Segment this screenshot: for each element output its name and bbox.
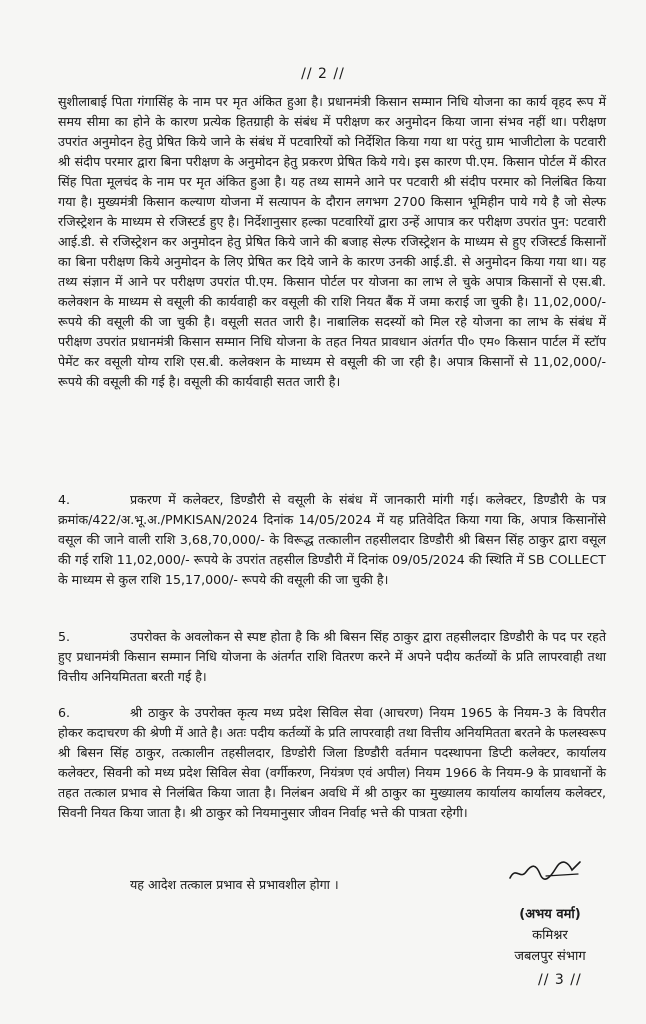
signatory-name: (अभय वर्मा): [519, 907, 581, 922]
paragraph-text: श्री ठाकुर के उपरोक्त कृत्य मध्य प्रदेश सिविल सेवा (आचरण) नियम 1965 के नियम-3 के विपरीत होकर कदाचरण की श्रेणी में आते है। अतः पदीय कर्तव्यों के प्रति लापरवाही तथा वित्तीय अनियमितता बरतने के फलस्वरूप श्री बिसन सिंह ठाकुर, तत्कालीन तहसीलदार, डिण्डोरी जिला डिण्डौरी वर्तमान पदस्थापना डिप्टी कलेक्टर, कार्यालय कलेक्टर, सिवनी को मध्य प्रदेश सिविल सेवा (वर्गीकरण, नियंत्रण एवं अपील) नियम 1966 के नियम-9 के प्रावधानों के तहत तत्काल प्रभाव से निलंबित किया जाता है। निलंबन अवधि में श्री ठाकुर का मुख्यालय कार्यालय कार्यालय कलेक्टर, सिवनी नियत किया जाता है। श्री ठाकुर को नियमानुसार जीवन निर्वाह भत्ते की पात्रता रहेगी।: [58, 705, 606, 820]
page-number-top: // 2 //: [301, 66, 345, 82]
next-page-marker: // 3 //: [538, 972, 582, 988]
paragraph-number: 5.: [58, 629, 71, 644]
paragraph-text: उपरोक्त के अवलोकन से स्पष्ट होता है कि श्री बिसन सिंह ठाकुर द्वारा तहसीलदार डिण्डौरी के पद पर रहते हुए प्रधानमंत्री किसान सम्मान निधि योजना के अंतर्गत राशि वितरण करने में अपने पदीय कर्तव्यों के प्रति लापरवाही तथा वित्तीय अनियमितता बरती गई है।: [58, 629, 606, 684]
paragraph-continuation: [58, 92, 606, 392]
paragraph-text: सुशीलाबाई पिता गंगासिंह के नाम पर मृत अंकित हुआ है। प्रधानमंत्री किसान सम्मान निधि योजना का कार्य वृहद रूप में समय सीमा का होने के कारण प्रत्येक हितग्राही के संबंध में परीक्षण कर अनुमोदन किया जाना संभव नहीं था। परीक्षण उपरांत अनुमोदन हेतु प्रेषित किये जाने के संबंध में पटवारियों को निर्देशित किया गया था परंतु ग्राम भाजीटोला के पटवारी श्री संदीप परमार द्वारा बिना परीक्षण के अनुमोदन हेतु प्रकरण प्रेषित किये गये। इस कारण पी.एम. किसान पोर्टल में कीरत सिंह पिता मूलचंद के नाम पर मृत अंकित हुआ है। यह तथ्य सामने आने पर पटवारी श्री संदीप परमार को निलंबित किया गया है। मुख्यमंत्री किसान कल्याण योजना में सत्यापन के दौरान लगभग 2700 किसान भूमिहीन पाये गये है जो सेल्फ रजिस्ट्रेशन के माध्यम से रजिस्टर्ड हुए है। निर्देशानुसार हल्का पटवारियों द्वारा उन्हें आपात्र कर परीक्षण उपरांत पुन: पटवारी आई.डी. से रजिस्ट्रेशन कर अनुमोदन हेतु प्रेषित किये जाने की बजाह सेल्फ रजिस्ट्रेशन के माध्यम से हुए रजिस्टर्ड किसानों का बिना परीक्षण किये अनुमोदन के लिए प्रेषित कर दिये जाने के कारण उनकी आई.डी. से अनुमोदन किया गया था। यह तथ्य संज्ञान में आने पर परीक्षण उपरांत पी.एम. किसान पोर्टल पर योजना का लाभ ले चुके अपात्र किसानों से एस.बी. कलेक्शन के माध्यम से वसूली की कार्यवाही कर वसूली की राशि नियत बैंक में जमा कराई जा चुकी है। 11,02,000/- रूपये की वसूली की जा चुकी है। वसूली सतत जारी है। नाबालिक सदस्यों को मिल रहे योजना का लाभ के संबंध में परीक्षण उपरांत प्रधानमंत्री किसान सम्मान निधि योजना के तहत नियत प्रावधान अंतर्गत पी० एम० किसान पार्टल में स्टॉप पेमेंट कर वसूली योग्य राशि एस.बी. कलेक्शन के माध्यम से वसूली की जा रही है। अपात्र किसानों से 11,02,000/- रूपये की वसूली की गई है। वसूली की कार्यवाही सतत जारी है।: [58, 94, 606, 389]
paragraph-5: [58, 627, 606, 687]
signature-block: [490, 904, 610, 967]
paragraph-number: 6.: [58, 705, 71, 720]
handwritten-signature: [506, 856, 586, 886]
paragraph-number: 4.: [58, 492, 71, 507]
paragraph-text: प्रकरण में कलेक्टर, डिण्डौरी से वसूली के संबंध में जानकारी मांगी गई। कलेक्टर, डिण्डौरी के पत्र क्रमांक/422/अ.भू.अ./PMKISAN/2024 दिनांक 14/05/2024 में यह प्रतिवेदित किया गया कि, अपात्र किसानोंसे वसूल की जाने वाली राशि 3,68,70,000/- के विरूद्ध तत्कालीन तहसीलदार डिण्डौरी श्री बिसन सिंह ठाकुर द्वारा वसूल की गई राशि 11,02,000/- रूपये के उपरांत तहसील डिण्डौरी में दिनांक 09/05/2024 की स्थिति में SB COLLECT के माध्यम से कुल राशि 15,17,000/- रूपये की वसूली की जा चुकी है।: [58, 492, 606, 587]
paragraph-6: [58, 703, 606, 823]
paragraph-4: [58, 490, 606, 590]
order-effect-statement: यह आदेश तत्काल प्रभाव से प्रभावशील होगा ।: [130, 877, 339, 892]
signatory-office: जबलपुर संभाग: [514, 949, 586, 964]
signatory-designation: कमिश्नर: [532, 928, 568, 943]
